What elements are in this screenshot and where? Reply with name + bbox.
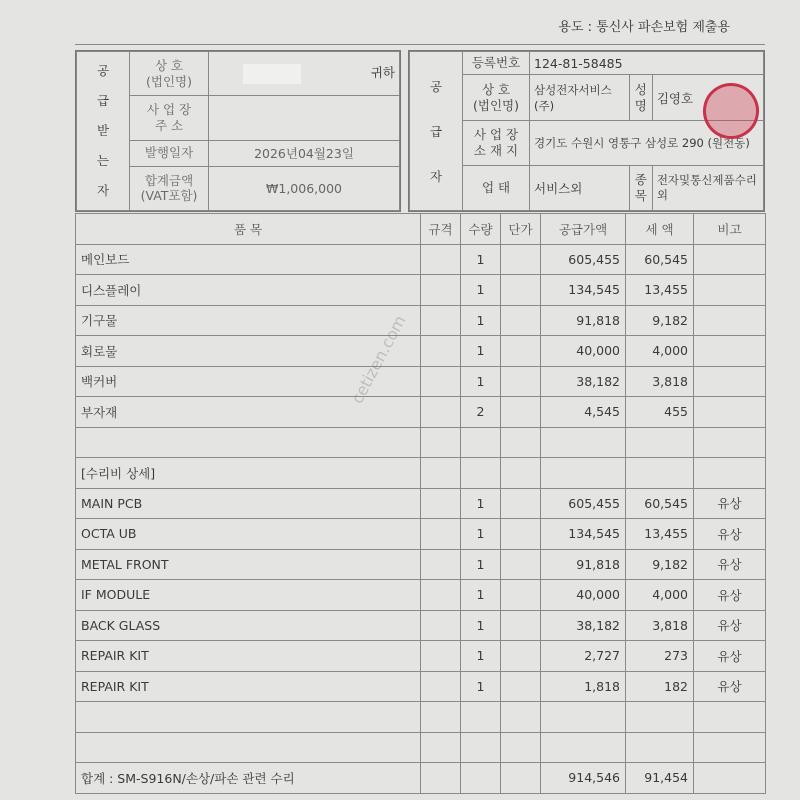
cell-quantity — [461, 732, 501, 763]
cell-unit-price — [501, 275, 541, 306]
cell-quantity: 1 — [461, 275, 501, 306]
divider — [75, 44, 765, 45]
cell-tax: 9,182 — [626, 305, 694, 336]
cell-note — [694, 427, 766, 458]
cell-supply-amount: 914,546 — [541, 763, 626, 794]
cell-unit-price — [501, 488, 541, 519]
cell-supply-amount — [541, 458, 626, 489]
cell-supply-amount — [541, 732, 626, 763]
cell-spec — [421, 702, 461, 733]
cell-spec — [421, 366, 461, 397]
table-row — [76, 305, 766, 336]
cell-note — [694, 275, 766, 306]
cell-item-name: 백커버 — [76, 366, 421, 397]
cell-item-name: REPAIR KIT — [76, 641, 421, 672]
issue-date-label: 발행일자 — [130, 140, 209, 166]
header-item: 품 목 — [76, 214, 421, 245]
table-row — [76, 397, 766, 428]
reg-no: 124-81-58485 — [530, 52, 764, 75]
cell-quantity — [461, 427, 501, 458]
supplier-name: 김영호 — [652, 75, 763, 121]
cell-note: 유상 — [694, 671, 766, 702]
cell-item-name: 디스플레이 — [76, 275, 421, 306]
cell-tax: 4,000 — [626, 336, 694, 367]
recipient-company: 귀하 — [209, 52, 400, 96]
header-qty: 수량 — [461, 214, 501, 245]
cell-note — [694, 305, 766, 336]
cell-spec — [421, 275, 461, 306]
redacted-name — [243, 64, 301, 84]
cell-spec — [421, 549, 461, 580]
cell-spec — [421, 305, 461, 336]
cell-note: 유상 — [694, 610, 766, 641]
cell-tax: 13,455 — [626, 519, 694, 550]
cell-note — [694, 397, 766, 428]
cell-unit-price — [501, 519, 541, 550]
items-table — [75, 213, 766, 794]
cell-note — [694, 763, 766, 794]
cell-quantity: 1 — [461, 580, 501, 611]
cell-unit-price — [501, 763, 541, 794]
header-unit-price: 단가 — [501, 214, 541, 245]
biz-item: 전자및통신제품수리외 — [652, 166, 763, 211]
cell-supply-amount: 4,545 — [541, 397, 626, 428]
cell-spec — [421, 488, 461, 519]
table-row — [76, 702, 766, 733]
table-row — [76, 336, 766, 367]
cell-supply-amount — [541, 702, 626, 733]
cell-supply-amount: 40,000 — [541, 336, 626, 367]
cell-item-name — [76, 427, 421, 458]
cell-tax: 182 — [626, 671, 694, 702]
cell-spec — [421, 244, 461, 275]
table-row — [76, 549, 766, 580]
supplier-company: 삼성전자서비스(주) — [530, 75, 630, 121]
table-row — [76, 275, 766, 306]
cell-spec — [421, 671, 461, 702]
recipient-address — [209, 96, 400, 140]
cell-note — [694, 366, 766, 397]
cell-unit-price — [501, 458, 541, 489]
cell-spec — [421, 580, 461, 611]
biz-item-label: 종 목 — [629, 166, 652, 211]
cell-note — [694, 244, 766, 275]
cell-quantity: 1 — [461, 366, 501, 397]
cell-note: 유상 — [694, 488, 766, 519]
recipient-address-label: 사 업 장 주 소 — [130, 96, 209, 140]
cell-item-name: 메인보드 — [76, 244, 421, 275]
cell-tax: 273 — [626, 641, 694, 672]
cell-spec — [421, 732, 461, 763]
cell-unit-price — [501, 671, 541, 702]
cell-item-name — [76, 702, 421, 733]
cell-quantity: 1 — [461, 305, 501, 336]
cell-supply-amount: 38,182 — [541, 610, 626, 641]
cell-note: 유상 — [694, 641, 766, 672]
cell-quantity — [461, 458, 501, 489]
header-spec: 규격 — [421, 214, 461, 245]
table-row — [76, 244, 766, 275]
cell-quantity — [461, 763, 501, 794]
cell-note — [694, 732, 766, 763]
supplier-company-label: 상 호 (법인명) — [463, 75, 530, 121]
supplier-address: 경기도 수원시 영통구 삼성로 290 (원천동) — [530, 121, 764, 166]
cell-item-name: BACK GLASS — [76, 610, 421, 641]
cell-spec — [421, 397, 461, 428]
cell-spec — [421, 763, 461, 794]
header-supply-amount: 공급가액 — [541, 214, 626, 245]
cell-unit-price — [501, 244, 541, 275]
cell-tax: 60,545 — [626, 244, 694, 275]
cell-supply-amount: 134,545 — [541, 519, 626, 550]
supplier-address-label: 사 업 장 소 재 지 — [463, 121, 530, 166]
cell-quantity: 1 — [461, 641, 501, 672]
total-row — [76, 763, 766, 794]
cell-unit-price — [501, 702, 541, 733]
cell-tax: 60,545 — [626, 488, 694, 519]
cell-quantity: 1 — [461, 488, 501, 519]
cell-supply-amount: 605,455 — [541, 488, 626, 519]
cell-tax — [626, 458, 694, 489]
watermark: cetizen.com — [347, 312, 410, 407]
cell-unit-price — [501, 336, 541, 367]
cell-unit-price — [501, 305, 541, 336]
cell-supply-amount: 2,727 — [541, 641, 626, 672]
cell-note — [694, 458, 766, 489]
cell-item-name: REPAIR KIT — [76, 671, 421, 702]
cell-quantity: 2 — [461, 397, 501, 428]
cell-tax: 91,454 — [626, 763, 694, 794]
cell-unit-price — [501, 641, 541, 672]
cell-supply-amount — [541, 427, 626, 458]
cell-tax: 3,818 — [626, 366, 694, 397]
cell-tax: 13,455 — [626, 275, 694, 306]
cell-supply-amount: 605,455 — [541, 244, 626, 275]
total-amount-label: 합계금액 (VAT포함) — [130, 166, 209, 210]
table-row — [76, 519, 766, 550]
cell-item-name: [수리비 상세] — [76, 458, 421, 489]
purpose-label: 용도 : 통신사 파손보험 제출용 — [558, 20, 730, 35]
cell-quantity: 1 — [461, 519, 501, 550]
cell-unit-price — [501, 549, 541, 580]
cell-quantity: 1 — [461, 244, 501, 275]
header-tax: 세 액 — [626, 214, 694, 245]
total-amount: ₩1,006,000 — [209, 166, 400, 210]
cell-tax: 9,182 — [626, 549, 694, 580]
cell-item-name: 회로물 — [76, 336, 421, 367]
table-row — [76, 671, 766, 702]
cell-tax — [626, 427, 694, 458]
cell-item-name — [76, 732, 421, 763]
cell-item-name: IF MODULE — [76, 580, 421, 611]
cell-note — [694, 336, 766, 367]
cell-unit-price — [501, 397, 541, 428]
recipient-box — [75, 50, 401, 212]
cell-unit-price — [501, 427, 541, 458]
cell-tax: 455 — [626, 397, 694, 428]
cell-unit-price — [501, 366, 541, 397]
cell-quantity: 1 — [461, 336, 501, 367]
biz-type-label: 업 태 — [463, 166, 530, 211]
table-row — [76, 427, 766, 458]
cell-item-name: 합계 : SM-S916N/손상/파손 관련 수리 — [76, 763, 421, 794]
table-row — [76, 732, 766, 763]
cell-supply-amount: 134,545 — [541, 275, 626, 306]
biz-type: 서비스외 — [530, 166, 630, 211]
recipient-side-label: 공 급 받 는 자 — [77, 52, 130, 211]
table-row — [76, 610, 766, 641]
table-row — [76, 458, 766, 489]
cell-quantity — [461, 702, 501, 733]
cell-spec — [421, 519, 461, 550]
name-label: 성 명 — [629, 75, 652, 121]
cell-item-name: 기구물 — [76, 305, 421, 336]
table-row — [76, 366, 766, 397]
issue-date: 2026년04월23일 — [209, 140, 400, 166]
cell-quantity: 1 — [461, 610, 501, 641]
cell-spec — [421, 427, 461, 458]
cell-note: 유상 — [694, 549, 766, 580]
cell-quantity: 1 — [461, 671, 501, 702]
cell-item-name: METAL FRONT — [76, 549, 421, 580]
header-note: 비고 — [694, 214, 766, 245]
cell-supply-amount: 38,182 — [541, 366, 626, 397]
cell-item-name: 부자재 — [76, 397, 421, 428]
cell-spec — [421, 610, 461, 641]
cell-supply-amount: 91,818 — [541, 549, 626, 580]
recipient-company-label: 상 호 (법인명) — [130, 52, 209, 96]
cell-note: 유상 — [694, 519, 766, 550]
cell-spec — [421, 458, 461, 489]
cell-unit-price — [501, 610, 541, 641]
cell-supply-amount: 40,000 — [541, 580, 626, 611]
cell-unit-price — [501, 580, 541, 611]
cell-tax — [626, 702, 694, 733]
reg-no-label: 등록번호 — [463, 52, 530, 75]
table-row — [76, 641, 766, 672]
cell-supply-amount: 91,818 — [541, 305, 626, 336]
table-header-row — [76, 214, 766, 245]
cell-tax: 3,818 — [626, 610, 694, 641]
cell-tax: 4,000 — [626, 580, 694, 611]
cell-item-name: MAIN PCB — [76, 488, 421, 519]
supplier-side-label: 공 급 자 — [410, 52, 463, 211]
table-row — [76, 488, 766, 519]
cell-item-name: OCTA UB — [76, 519, 421, 550]
cell-tax — [626, 732, 694, 763]
cell-note — [694, 702, 766, 733]
table-row — [76, 580, 766, 611]
cell-spec — [421, 641, 461, 672]
cell-spec — [421, 336, 461, 367]
cell-note: 유상 — [694, 580, 766, 611]
cell-unit-price — [501, 732, 541, 763]
cell-quantity: 1 — [461, 549, 501, 580]
cell-supply-amount: 1,818 — [541, 671, 626, 702]
